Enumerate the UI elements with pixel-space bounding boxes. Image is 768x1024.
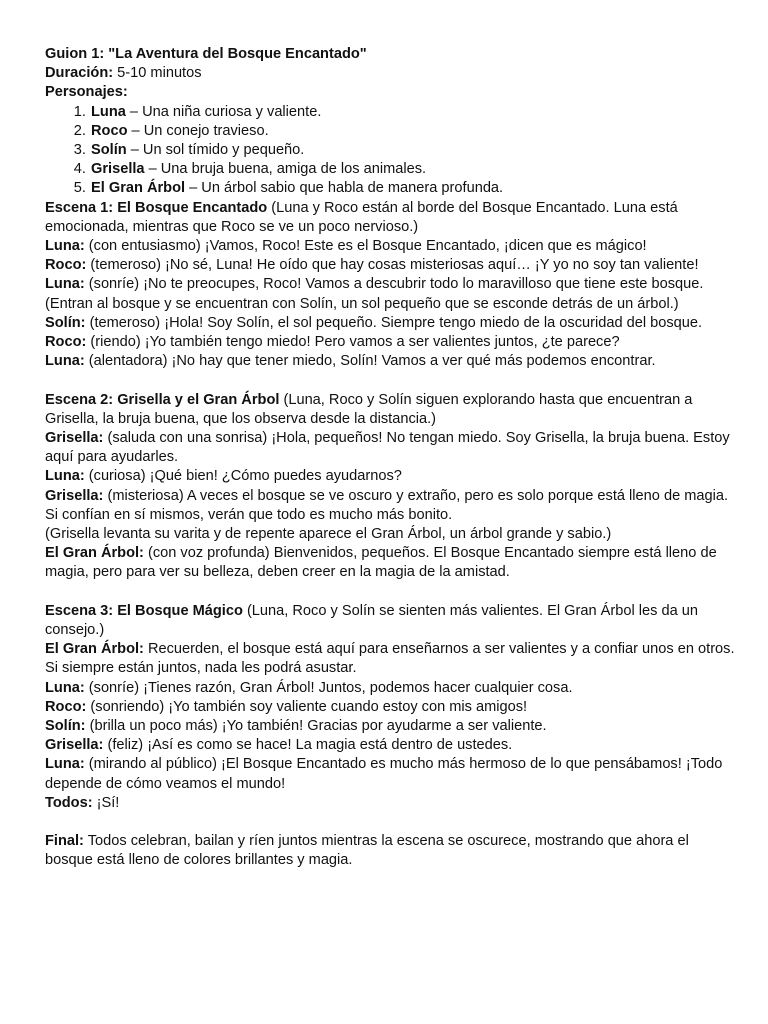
dialogue-line: Grisella: (feliz) ¡Así es como se hace! La magia está dentro de ustedes. xyxy=(45,737,513,754)
duration-value: 5-10 minutos xyxy=(113,65,202,82)
script-document xyxy=(45,45,735,871)
dialogue-line: Roco: (temeroso) ¡No sé, Luna! He oído que hay cosas misteriosas aquí… ¡Y yo no soy tan valiente! xyxy=(45,257,699,274)
character-item: 3. Solín – Un sol tímido y pequeño. xyxy=(90,141,735,160)
dialogue-line: El Gran Árbol: (con voz profunda) Bienvenidos, pequeños. El Bosque Encantado siempre está lleno de magia, pero para ver su belleza, deben creer en la magia de la amistad. xyxy=(45,545,717,581)
character-item: 1. Luna – Una niña curiosa y valiente. xyxy=(90,103,735,122)
dialogue-line: Todos: ¡Sí! xyxy=(45,794,120,811)
scene-heading: Escena 1: El Bosque Encantado (Luna y Roco están al borde del Bosque Encantado. Luna está emocionada, mientras que Roco se ve un poco nervioso.) xyxy=(45,199,678,235)
script-title: Guion 1: "La Aventura del Bosque Encantado" xyxy=(45,46,367,62)
dialogue-line: Solín: (brilla un poco más) ¡Yo también! Gracias por ayudarme a ser valiente. xyxy=(45,718,547,735)
characters-list xyxy=(45,103,735,199)
character-item: 5. El Gran Árbol – Un árbol sabio que habla de manera profunda. xyxy=(90,179,735,198)
final-paragraph: Final: Todos celebran, bailan y ríen juntos mientras la escena se oscurece, mostrando que ahora el bosque está lleno de colores brillantes y magia. xyxy=(45,833,689,869)
stage-direction: (Grisella levanta su varita y de repente aparece el Gran Árbol, un árbol grande y sabio.) xyxy=(45,526,612,543)
character-item: 4. Grisella – Una bruja buena, amiga de los animales. xyxy=(90,160,735,179)
duration-line xyxy=(45,64,735,83)
dialogue-line: Grisella: (saluda con una sonrisa) ¡Hola, pequeños! No tengan miedo. Soy Grisella, la bruja buena. Estoy aquí para ayudarles. xyxy=(45,430,730,466)
blank-line xyxy=(45,371,735,390)
dialogue-line: Roco: (sonriendo) ¡Yo también soy valiente cuando estoy con mis amigos! xyxy=(45,698,528,715)
dialogue-line: Luna: (con entusiasmo) ¡Vamos, Roco! Este es el Bosque Encantado, ¡dicen que es mágico! xyxy=(45,238,647,255)
dialogue-line: Luna: (mirando al público) ¡El Bosque Encantado es mucho más hermoso de lo que pensábamos! ¡Todo depende de cómo veamos el mundo! xyxy=(45,756,723,792)
dialogue-line: Roco: (riendo) ¡Yo también tengo miedo! Pero vamos a ser valientes juntos, ¿te parece? xyxy=(45,334,620,351)
characters-heading: Personajes: xyxy=(45,84,128,101)
stage-direction: (Entran al bosque y se encuentran con Solín, un sol pequeño que se esconde detrás de un árbol.) xyxy=(45,295,679,312)
scene-heading: Escena 3: El Bosque Mágico (Luna, Roco y Solín se sienten más valientes. El Gran Árbol les da un consejo.) xyxy=(45,602,698,639)
character-item: 2. Roco – Un conejo travieso. xyxy=(90,122,735,141)
dialogue-line: Luna: (curiosa) ¡Qué bien! ¿Cómo puedes ayudarnos? xyxy=(45,468,402,485)
blank-line xyxy=(45,583,735,602)
duration-label: Duración: xyxy=(45,65,114,82)
dialogue-line: El Gran Árbol: Recuerden, el bosque está aquí para enseñarnos a ser valientes y a confiar unos en otros. Si siempre están juntos, nada les podrá asustar. xyxy=(45,641,735,677)
blank-line xyxy=(45,813,735,832)
scene-heading: Escena 2: Grisella y el Gran Árbol (Luna, Roco y Solín siguen explorando hasta que encuentran a Grisella, la bruja buena, que los observa desde la distancia.) xyxy=(45,391,693,427)
dialogue-line: Solín: (temeroso) ¡Hola! Soy Solín, el sol pequeño. Siempre tengo miedo de la oscuridad del bosque. xyxy=(45,314,703,331)
dialogue-line: Luna: (sonríe) ¡Tienes razón, Gran Árbol! Juntos, podemos hacer cualquier cosa. xyxy=(45,679,573,696)
dialogue-line: Luna: (sonríe) ¡No te preocupes, Roco! Vamos a descubrir todo lo maravilloso que tiene este bosque. xyxy=(45,276,704,293)
dialogue-line: Luna: (alentadora) ¡No hay que tener miedo, Solín! Vamos a ver qué más podemos encontrar. xyxy=(45,353,656,370)
dialogue-line: Grisella: (misteriosa) A veces el bosque se ve oscuro y extraño, pero es solo porque está lleno de magia. Si confían en sí mismos, verán que todo es mucho más bonito. xyxy=(45,487,729,523)
